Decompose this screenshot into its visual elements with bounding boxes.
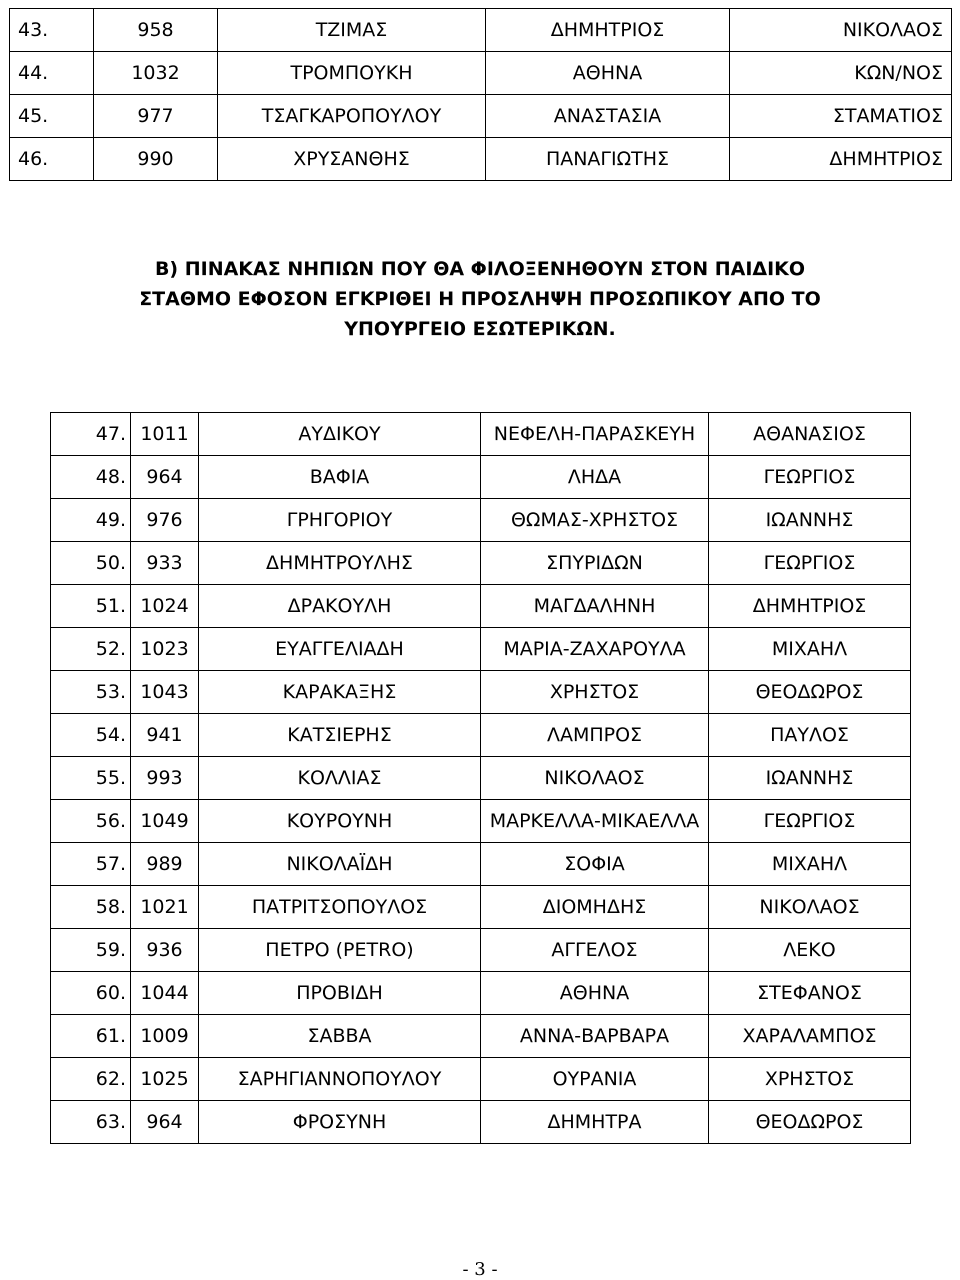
code-cell: 977 xyxy=(94,95,218,138)
section-heading xyxy=(60,254,900,344)
surname-cell: ΠΑΤΡΙΤΣΟΠΟΥΛΟΣ xyxy=(199,886,481,929)
code-cell: 1021 xyxy=(131,886,199,929)
father-name-cell: ΙΩΑΝΝΗΣ xyxy=(709,499,911,542)
first-name-cell: ΑΝΑΣΤΑΣΙΑ xyxy=(486,95,730,138)
surname-cell: ΤΡΟΜΠΟΥΚΗ xyxy=(218,52,486,95)
code-cell: 1025 xyxy=(131,1058,199,1101)
code-cell: 933 xyxy=(131,542,199,585)
code-cell: 1049 xyxy=(131,800,199,843)
table-row xyxy=(51,714,911,757)
table-row xyxy=(51,1015,911,1058)
father-name-cell: ΓΕΩΡΓΙΟΣ xyxy=(709,800,911,843)
table-row xyxy=(10,138,952,181)
father-name-cell: ΚΩΝ/ΝΟΣ xyxy=(730,52,952,95)
surname-cell: ΠΡΟΒΙΔΗ xyxy=(199,972,481,1015)
surname-cell: ΔΡΑΚΟΥΛΗ xyxy=(199,585,481,628)
table-row xyxy=(51,800,911,843)
father-name-cell: ΣΤΕΦΑΝΟΣ xyxy=(709,972,911,1015)
code-cell: 1032 xyxy=(94,52,218,95)
surname-cell: ΚΑΡΑΚΑΞΗΣ xyxy=(199,671,481,714)
table-row xyxy=(10,9,952,52)
row-number-cell: 55. xyxy=(51,757,131,800)
first-name-cell: ΣΠΥΡΙΔΩΝ xyxy=(481,542,709,585)
row-number-cell: 43. xyxy=(10,9,94,52)
father-name-cell: ΠΑΥΛΟΣ xyxy=(709,714,911,757)
page-number: - 3 - xyxy=(462,1259,498,1280)
table-row xyxy=(51,843,911,886)
father-name-cell: ΜΙΧΑΗΛ xyxy=(709,628,911,671)
father-name-cell: ΝΙΚΟΛΑΟΣ xyxy=(730,9,952,52)
code-cell: 1009 xyxy=(131,1015,199,1058)
surname-cell: ΚΟΥΡΟΥΝΗ xyxy=(199,800,481,843)
table-row xyxy=(51,499,911,542)
code-cell: 941 xyxy=(131,714,199,757)
row-number-cell: 59. xyxy=(51,929,131,972)
father-name-cell: ΛΕΚΟ xyxy=(709,929,911,972)
code-cell: 1043 xyxy=(131,671,199,714)
surname-cell: ΔΗΜΗΤΡΟΥΛΗΣ xyxy=(199,542,481,585)
first-name-cell: ΜΑΡΚΕΛΛΑ-ΜΙΚΑΕΛΛΑ xyxy=(481,800,709,843)
row-number-cell: 58. xyxy=(51,886,131,929)
code-cell: 964 xyxy=(131,1101,199,1144)
table-row xyxy=(51,628,911,671)
surname-cell: ΕΥΑΓΓΕΛΙΑΔΗ xyxy=(199,628,481,671)
surname-cell: ΤΣΑΓΚΑΡΟΠΟΥΛΟΥ xyxy=(218,95,486,138)
father-name-cell: ΔΗΜΗΤΡΙΟΣ xyxy=(709,585,911,628)
row-number-cell: 61. xyxy=(51,1015,131,1058)
row-number-cell: 50. xyxy=(51,542,131,585)
first-name-cell: ΝΙΚΟΛΑΟΣ xyxy=(481,757,709,800)
row-number-cell: 47. xyxy=(51,413,131,456)
code-cell: 1023 xyxy=(131,628,199,671)
row-number-cell: 53. xyxy=(51,671,131,714)
first-name-cell: ΛΑΜΠΡΟΣ xyxy=(481,714,709,757)
surname-cell: ΧΡΥΣΑΝΘΗΣ xyxy=(218,138,486,181)
section-heading-line: ΣΤΑΘΜΟ ΕΦΟΣΟΝ ΕΓΚΡΙΘΕΙ Η ΠΡΟΣΛΗΨΗ ΠΡΟΣΩΠΙΚΟΥ ΑΠΟ ΤΟ xyxy=(139,288,821,310)
code-cell: 936 xyxy=(131,929,199,972)
table-row xyxy=(51,542,911,585)
first-name-cell: ΧΡΗΣΤΟΣ xyxy=(481,671,709,714)
row-number-cell: 56. xyxy=(51,800,131,843)
father-name-cell: ΔΗΜΗΤΡΙΟΣ xyxy=(730,138,952,181)
row-number-cell: 48. xyxy=(51,456,131,499)
section-heading-line: Β) ΠΙΝΑΚΑΣ ΝΗΠΙΩΝ ΠΟΥ ΘΑ ΦΙΛΟΞΕΝΗΘΟΥΝ ΣΤΟΝ ΠΑΙΔΙΚΟ xyxy=(154,258,806,280)
first-name-cell: ΟΥΡΑΝΙΑ xyxy=(481,1058,709,1101)
row-number-cell: 54. xyxy=(51,714,131,757)
bottom-table xyxy=(50,412,911,1144)
first-name-cell: ΑΘΗΝΑ xyxy=(486,52,730,95)
surname-cell: ΣΑΡΗΓΙΑΝΝΟΠΟΥΛΟΥ xyxy=(199,1058,481,1101)
father-name-cell: ΜΙΧΑΗΛ xyxy=(709,843,911,886)
code-cell: 976 xyxy=(131,499,199,542)
top-table-body xyxy=(10,9,952,181)
row-number-cell: 44. xyxy=(10,52,94,95)
row-number-cell: 51. xyxy=(51,585,131,628)
table-row xyxy=(51,456,911,499)
table-row xyxy=(51,757,911,800)
code-cell: 990 xyxy=(94,138,218,181)
row-number-cell: 45. xyxy=(10,95,94,138)
father-name-cell: ΣΤΑΜΑΤΙΟΣ xyxy=(730,95,952,138)
row-number-cell: 57. xyxy=(51,843,131,886)
first-name-cell: ΑΘΗΝΑ xyxy=(481,972,709,1015)
father-name-cell: ΑΘΑΝΑΣΙΟΣ xyxy=(709,413,911,456)
first-name-cell: ΘΩΜΑΣ-ΧΡΗΣΤΟΣ xyxy=(481,499,709,542)
father-name-cell: ΘΕΟΔΩΡΟΣ xyxy=(709,1101,911,1144)
first-name-cell: ΠΑΝΑΓΙΩΤΗΣ xyxy=(486,138,730,181)
code-cell: 1024 xyxy=(131,585,199,628)
father-name-cell: ΧΡΗΣΤΟΣ xyxy=(709,1058,911,1101)
surname-cell: ΠΕΤΡΟ (PETRO) xyxy=(199,929,481,972)
code-cell: 1044 xyxy=(131,972,199,1015)
code-cell: 964 xyxy=(131,456,199,499)
table-row xyxy=(51,585,911,628)
surname-cell: ΑΥΔΙΚΟΥ xyxy=(199,413,481,456)
row-number-cell: 62. xyxy=(51,1058,131,1101)
row-number-cell: 60. xyxy=(51,972,131,1015)
table-row xyxy=(51,929,911,972)
first-name-cell: ΣΟΦΙΑ xyxy=(481,843,709,886)
row-number-cell: 46. xyxy=(10,138,94,181)
surname-cell: ΚΟΛΛΙΑΣ xyxy=(199,757,481,800)
first-name-cell: ΜΑΓΔΑΛΗΝΗ xyxy=(481,585,709,628)
surname-cell: ΝΙΚΟΛΑΪΔΗ xyxy=(199,843,481,886)
first-name-cell: ΑΓΓΕΛΟΣ xyxy=(481,929,709,972)
code-cell: 1011 xyxy=(131,413,199,456)
table-row xyxy=(51,972,911,1015)
father-name-cell: ΓΕΩΡΓΙΟΣ xyxy=(709,542,911,585)
table-row xyxy=(51,1058,911,1101)
father-name-cell: ΙΩΑΝΝΗΣ xyxy=(709,757,911,800)
row-number-cell: 63. xyxy=(51,1101,131,1144)
surname-cell: ΒΑΦΙΑ xyxy=(199,456,481,499)
father-name-cell: ΧΑΡΑΛΑΜΠΟΣ xyxy=(709,1015,911,1058)
row-number-cell: 52. xyxy=(51,628,131,671)
first-name-cell: ΔΙΟΜΗΔΗΣ xyxy=(481,886,709,929)
first-name-cell: ΜΑΡΙΑ-ΖΑΧΑΡΟΥΛΑ xyxy=(481,628,709,671)
father-name-cell: ΘΕΟΔΩΡΟΣ xyxy=(709,671,911,714)
surname-cell: ΤΖΙΜΑΣ xyxy=(218,9,486,52)
top-table xyxy=(9,8,952,181)
first-name-cell: ΝΕΦΕΛΗ-ΠΑΡΑΣΚΕΥΗ xyxy=(481,413,709,456)
code-cell: 958 xyxy=(94,9,218,52)
table-row xyxy=(51,1101,911,1144)
table-row xyxy=(51,886,911,929)
first-name-cell: ΔΗΜΗΤΡΑ xyxy=(481,1101,709,1144)
code-cell: 993 xyxy=(131,757,199,800)
code-cell: 989 xyxy=(131,843,199,886)
father-name-cell: ΝΙΚΟΛΑΟΣ xyxy=(709,886,911,929)
surname-cell: ΣΑΒΒΑ xyxy=(199,1015,481,1058)
father-name-cell: ΓΕΩΡΓΙΟΣ xyxy=(709,456,911,499)
section-heading-line: ΥΠΟΥΡΓΕΙΟ ΕΣΩΤΕΡΙΚΩΝ. xyxy=(344,318,616,340)
row-number-cell: 49. xyxy=(51,499,131,542)
table-row xyxy=(51,413,911,456)
bottom-table-body xyxy=(51,413,911,1144)
table-row xyxy=(10,95,952,138)
surname-cell: ΦΡΟΣΥΝΗ xyxy=(199,1101,481,1144)
first-name-cell: ΛΗΔΑ xyxy=(481,456,709,499)
surname-cell: ΓΡΗΓΟΡΙΟΥ xyxy=(199,499,481,542)
table-row xyxy=(10,52,952,95)
surname-cell: ΚΑΤΣΙΕΡΗΣ xyxy=(199,714,481,757)
table-row xyxy=(51,671,911,714)
first-name-cell: ΔΗΜΗΤΡΙΟΣ xyxy=(486,9,730,52)
first-name-cell: ΑΝΝΑ-ΒΑΡΒΑΡΑ xyxy=(481,1015,709,1058)
